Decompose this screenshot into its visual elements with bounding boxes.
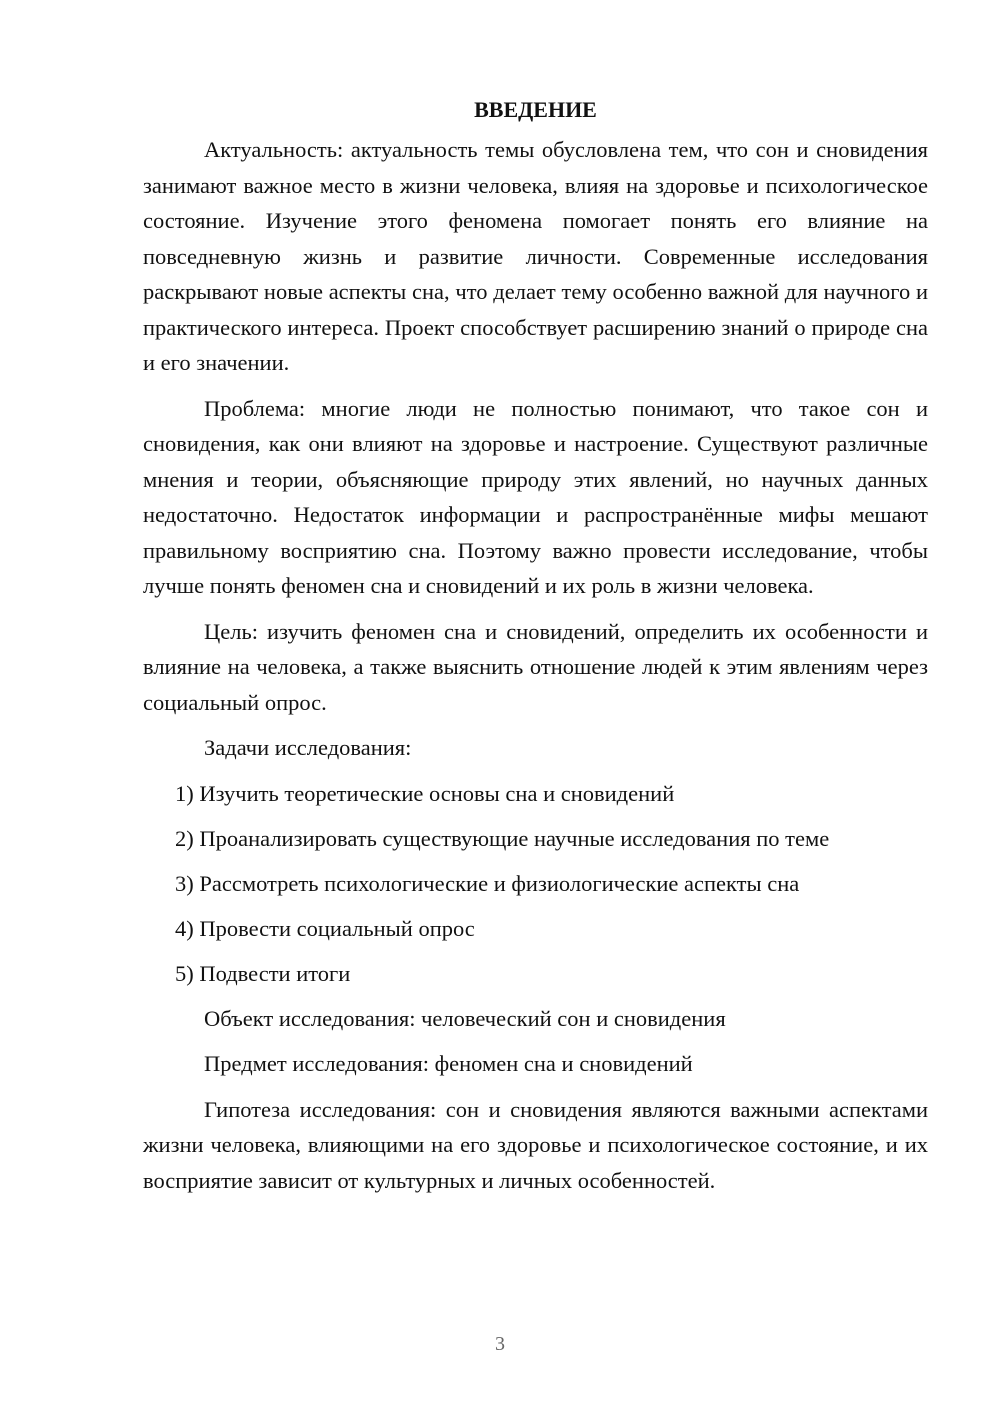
- page-number: 3: [495, 1333, 505, 1355]
- task-item-5: 5) Подвести итоги: [175, 960, 351, 986]
- section-title: ВВЕДЕНИЕ: [474, 97, 597, 122]
- hypothesis-paragraph: Гипотеза исследования: сон и сновидения являются важными аспектами жизни человека, влияющими на его здоровье и психологическое состояние, и их восприятие зависит от культурных и личных особенностей.: [143, 1096, 928, 1193]
- task-item-3: 3) Рассмотреть психологические и физиологические аспекты сна: [175, 870, 800, 896]
- task-item-1: 1) Изучить теоретические основы сна и сновидений: [175, 780, 675, 806]
- relevance-paragraph: Актуальность: актуальность темы обусловлена тем, что сон и сновидения занимают важное место в жизни человека, влияя на здоровье и психологическое состояние. Изучение этого феномена помогает понять его влияние на повседневную жизнь и развитие личности. Современные исследования раскрывают новые аспекты сна, что делает тему особенно важной для научного и практического интереса. Проект способствует расширению знаний о природе сна и его значении.: [143, 137, 928, 375]
- goal-paragraph: Цель: изучить феномен сна и сновидений, определить их особенности и влияние на человека, а также выяснить отношение людей к этим явлениям через социальный опрос.: [143, 618, 928, 715]
- page-content: [143, 92, 928, 1208]
- tasks-heading: Задачи исследования:: [204, 735, 412, 760]
- task-item-4: 4) Провести социальный опрос: [175, 915, 475, 941]
- tasks-list: [143, 776, 928, 992]
- subject-paragraph: Предмет исследования: феномен сна и сновидений: [204, 1051, 693, 1076]
- task-item-2: 2) Проанализировать существующие научные исследования по теме: [175, 825, 830, 851]
- object-paragraph: Объект исследования: человеческий сон и сновидения: [204, 1005, 726, 1031]
- problem-paragraph: Проблема: многие люди не полностью понимают, что такое сон и сновидения, как они влияют на здоровье и настроение. Существуют различные мнения и теории, объясняющие природу этих явлений, но научных данных недостаточно. Недостаток информации и распространённые мифы мешают правильному восприятию сна. Поэтому важно провести исследование, чтобы лучше понять феномен сна и сновидений и их роль в жизни человека.: [143, 395, 928, 598]
